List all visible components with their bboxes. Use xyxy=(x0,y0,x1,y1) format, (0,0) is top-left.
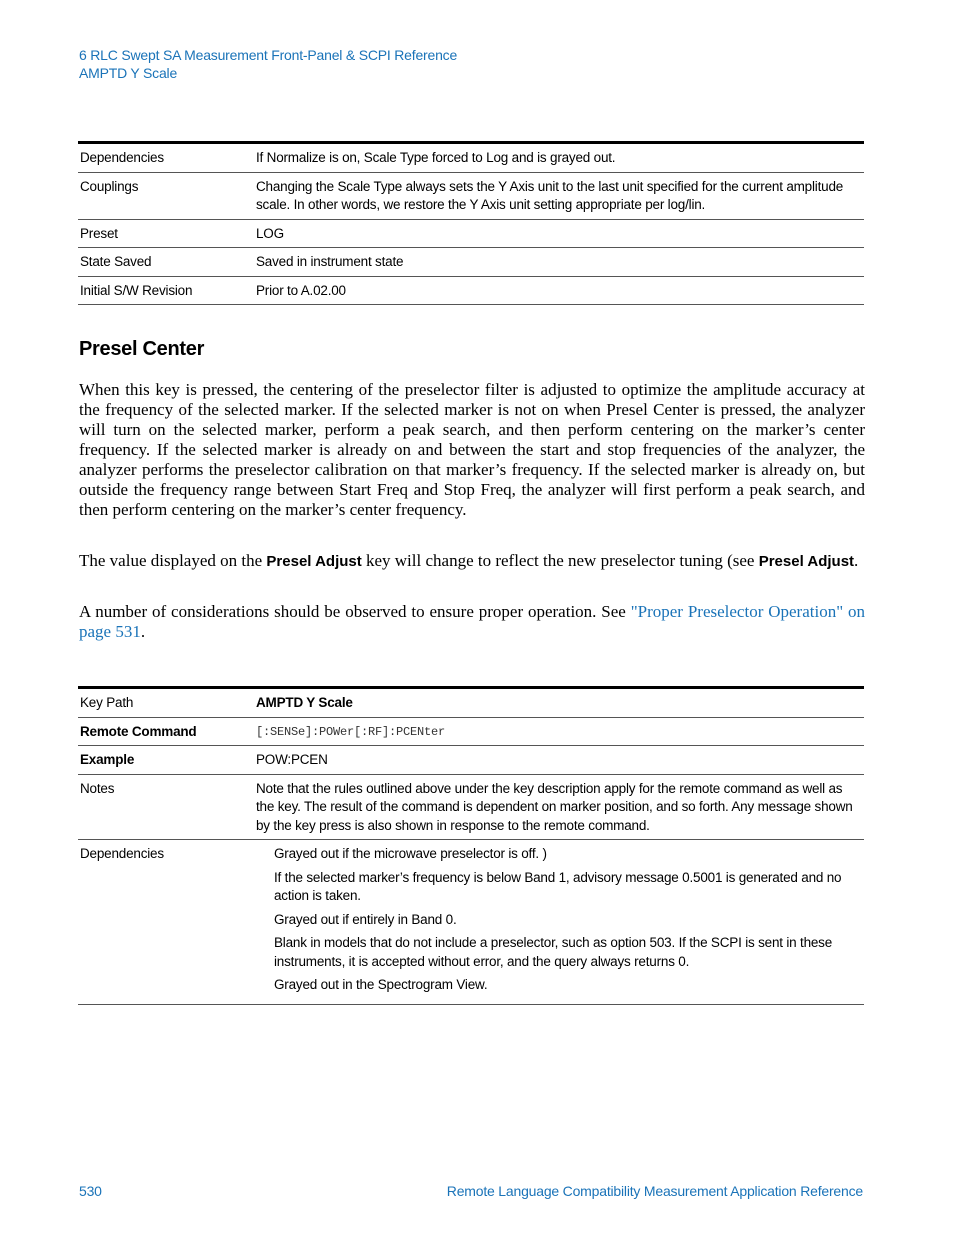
table-row xyxy=(78,143,864,173)
row-label: State Saved xyxy=(78,248,252,277)
table-row xyxy=(78,840,864,1005)
table-row xyxy=(78,774,864,840)
row-label: Dependencies xyxy=(78,840,252,1005)
example-value: POW:PCEN xyxy=(252,746,864,775)
row-value: LOG xyxy=(252,219,864,248)
row-label: Dependencies xyxy=(78,143,252,173)
paragraph-text: . xyxy=(854,551,859,570)
running-header-chapter: 6 RLC Swept SA Measurement Front-Panel & SCPI Reference xyxy=(79,47,458,63)
row-value: Saved in instrument state xyxy=(252,248,864,277)
paragraph-text: . xyxy=(140,622,146,641)
row-label: Example xyxy=(78,746,252,775)
table-row xyxy=(78,276,864,305)
notes-value: Note that the rules outlined above under the key description apply for the remote command as well as the key. The result of the command is dependent on marker position, and so forth. Any message shown by the key press is also shown in response to the remote command. xyxy=(252,774,864,840)
row-label: Couplings xyxy=(78,172,252,219)
body-paragraph-1: When this key is pressed, the centering of the preselector filter is adjusted to optimize the amplitude accuracy at the frequency of the selected marker. If the selected marker is not on when Presel Center is pressed, the analyzer will turn on the selected marker, perform a peak search, and then perform centering on the marker’s center frequency. If the selected marker is already on and between the start and stop frequencies of the analyzer, the analyzer performs the preselector calibration on that marker’s frequency. If the selected marker is already on, but outside the frequency range between Start Freq and Stop Freq, the analyzer will first perform a peak search, and then perform centering on the marker’s center frequency. xyxy=(79,380,865,519)
row-label: Key Path xyxy=(78,688,252,718)
section-title: Presel Center xyxy=(79,338,205,360)
list-item: If the selected marker’s frequency is below Band 1, advisory message 0.5001 is generated and no action is taken. xyxy=(274,869,842,903)
paragraph-text: The value displayed on the xyxy=(79,551,267,570)
remote-command-value: [:SENSe]:POWer[:RF]:PCENter xyxy=(252,717,864,746)
running-header-section: AMPTD Y Scale xyxy=(79,65,178,81)
list-item: Grayed out if entirely in Band 0. xyxy=(274,911,457,927)
key-name-bold: Presel Adjust xyxy=(266,553,362,570)
table-row xyxy=(78,219,864,248)
table-row xyxy=(78,688,864,718)
table-row xyxy=(78,746,864,775)
row-label: Preset xyxy=(78,219,252,248)
row-value: Prior to A.02.00 xyxy=(252,276,864,305)
footer-doc-title: Remote Language Compatibility Measurement Application Reference xyxy=(446,1183,863,1199)
footer-page-number: 530 xyxy=(79,1183,102,1199)
table-row xyxy=(78,172,864,219)
paragraph-text: key will change to reflect the new preselector tuning (see xyxy=(361,551,759,570)
cross-reference-link[interactable]: "Proper Preselector Operation" on page 531 xyxy=(79,602,865,641)
key-name-bold: Presel Adjust xyxy=(758,553,855,570)
body-paragraph-3 xyxy=(79,602,865,642)
row-label: Notes xyxy=(78,774,252,840)
list-item: Grayed out in the Spectrogram View. xyxy=(274,977,488,992)
list-item: Grayed out if the microwave preselector is off. ) xyxy=(274,846,547,861)
table-row xyxy=(78,717,864,746)
row-value: If Normalize is on, Scale Type forced to Log and is grayed out. xyxy=(252,143,864,173)
properties-table-presel-center xyxy=(78,686,864,1005)
properties-table-scale-type xyxy=(78,141,864,305)
row-label: Initial S/W Revision xyxy=(78,276,252,305)
row-value: Changing the Scale Type always sets the Y Axis unit to the last unit specified for the current amplitude scale. In other words, we restore the Y Axis unit setting appropriate per log/lin. xyxy=(252,172,864,219)
row-label: Remote Command xyxy=(78,717,252,746)
key-path-value: AMPTD Y Scale xyxy=(252,688,864,718)
list-item: Blank in models that do not include a preselector, such as option 503. If the SCPI is sent in these instruments, it is accepted without error, and the query always returns 0. xyxy=(274,935,833,969)
paragraph-text: A number of considerations should be observed to ensure proper operation. See xyxy=(79,602,631,621)
body-paragraph-2 xyxy=(79,551,865,572)
dependencies-list xyxy=(256,845,862,995)
dependencies-value xyxy=(252,840,864,1005)
table-row xyxy=(78,248,864,277)
